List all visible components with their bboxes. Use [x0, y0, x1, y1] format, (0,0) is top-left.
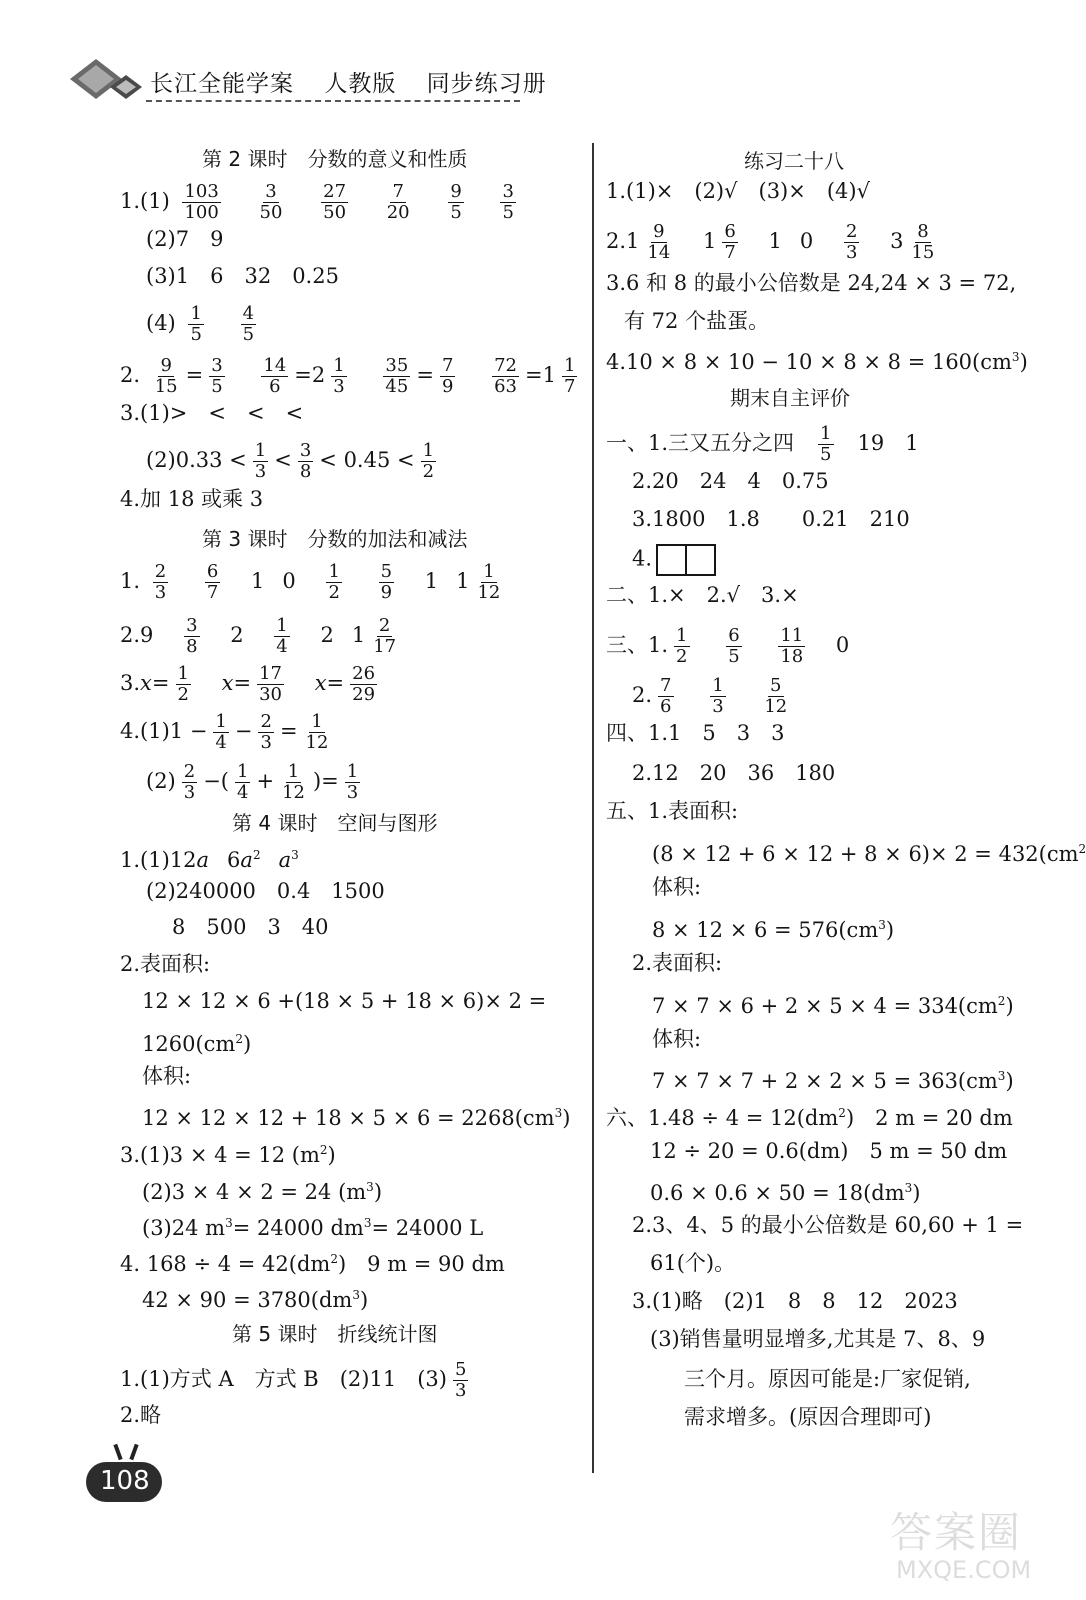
answer-line: 1.(1)× (2)√ (3)× (4)√	[606, 179, 870, 203]
answer-line: 3.(1)略 (2)1 8 8 12 2023	[632, 1289, 958, 1313]
fraction: $\frac{1}{2}$	[676, 625, 688, 667]
answer-line: $7 \times 7 \times 6 + 2 \times 5 \times 4 = 334(cm^2)$	[652, 994, 1014, 1018]
fraction: $\frac{9}{15}$	[154, 355, 178, 397]
answer-line: 4.	[632, 544, 716, 570]
fraction: $\frac{3}{8}$	[299, 440, 312, 482]
answer-line: 二、1.× 2.√ 3.×	[606, 583, 799, 607]
fraction: $\frac{1}{4}$	[276, 615, 288, 657]
answer-line: 五、1.表面积:	[606, 799, 739, 823]
fraction: $\frac{103}{100}$	[184, 181, 219, 223]
answer-line: (2)0.33 < $\frac{1}{3}$ < $\frac{3}{8}$ < 0.45 < $\frac{1}{2}$	[146, 440, 435, 482]
answer-line: 体积:	[652, 875, 702, 899]
header-rule	[146, 100, 520, 102]
answer-line: 3.(1)3 × 4 = 12 $(m^2)$	[120, 1143, 336, 1167]
answer-line: 2.1 $\frac{9}{14}$ 1 $\frac{6}{7}$ 1 0 $\frac{2}{3}$ 3 $\frac{8}{15}$	[606, 221, 935, 263]
answer-line: (2)240000 0.4 1500	[146, 879, 385, 903]
answer-line: 需求增多。(原因合理即可)	[684, 1405, 932, 1429]
answer-line: (3)销售量明显增多,尤其是 7、8、9	[650, 1327, 986, 1351]
answer-line: 8 500 3 40	[172, 915, 329, 939]
section-title: 期末自主评价	[730, 386, 850, 410]
fraction: $\frac{6}{7}$	[206, 561, 219, 603]
fraction: $\frac{1}{12}$	[282, 761, 305, 803]
answer-line: 有 72 个盐蛋。	[624, 309, 770, 333]
answer-line: 体积:	[142, 1064, 192, 1088]
fraction: $\frac{9}{5}$	[450, 181, 462, 223]
answer-line: 4.加 18 或乘 3	[120, 487, 264, 511]
answer-line: 1.(1)12a $6a^2$ $a^3$	[120, 848, 299, 872]
answer-line: $8 \times 12 \times 6 = 576(cm^3)$	[652, 918, 895, 942]
fraction: $\frac{14}{6}$	[263, 355, 287, 397]
answer-line: $12 \times 12 \times 12 + 18 \times 5 \times 6 = 2268(cm^3)$	[142, 1106, 571, 1130]
column-divider	[592, 143, 594, 1473]
page-header	[60, 55, 547, 115]
fraction: $\frac{3}{5}$	[211, 355, 223, 397]
answer-line: (3)24 $m^3= 24000$ $dm^3= 24000$ L	[142, 1216, 484, 1240]
answer-line: 2. $\frac{7}{6}$ $\frac{1}{3}$ $\frac{5}{12}$	[632, 675, 788, 717]
answer-line: 2.略	[120, 1403, 162, 1427]
fraction: $\frac{1}{2}$	[177, 663, 189, 705]
answer-line: $1260(cm^2)$	[142, 1032, 252, 1056]
fraction: $\frac{4}{5}$	[242, 303, 255, 345]
header-edition: 人教版	[324, 71, 397, 97]
answer-line: 六、$1.48 \div 4 = 12(dm^2)$ 2 m = 20 dm	[606, 1106, 1013, 1130]
page-number: 108	[86, 1462, 162, 1502]
answer-line: 4. $168 \div 4 = 42(dm^2)$ 9 m = 90 dm	[120, 1252, 505, 1276]
answer-line: (2)7 9	[146, 227, 224, 251]
answer-line: 2.9 $\frac{3}{8}$ 2 $\frac{1}{4}$ 2 1 $\frac{2}{17}$	[120, 615, 397, 657]
fraction: $\frac{8}{15}$	[911, 221, 935, 263]
answer-line: 三、1. $\frac{1}{2}$ $\frac{6}{5}$ $\frac{11}{18}$ 0	[606, 625, 850, 667]
header-title	[150, 65, 569, 98]
header-series: 长江全能学案	[150, 71, 294, 97]
answer-line: $7 \times 7 \times 7 + 2 \times 2 \times 5 = 363(cm^3)$	[652, 1069, 1014, 1093]
book-logo-icon	[66, 57, 146, 103]
answer-line: 1. $\frac{2}{3}$ $\frac{6}{7}$ 1 0 $\frac{1}{2}$ $\frac{5}{9}$ 1 1 $\frac{1}{12}$	[120, 561, 501, 603]
fraction: $\frac{5}{3}$	[454, 1359, 467, 1401]
answer-line: 3.6 和 8 的最小公倍数是 24,24 × 3 = 72,	[606, 271, 1017, 295]
fraction: $\frac{1}{12}$	[305, 711, 329, 753]
answer-line: $0.6 \times 0.6 \times 50 = 18(dm^3)$	[650, 1181, 921, 1205]
fraction: $\frac{1}{7}$	[563, 355, 576, 397]
answer-line: 2.3、4、5 的最小公倍数是 60,60 + 1 =	[632, 1213, 1024, 1237]
answer-line: $42 \times 90 = 3780(dm^3)$	[142, 1288, 369, 1312]
answer-line: 12 × 12 × 6 +(18 × 5 + 18 × 6)× 2 =	[142, 989, 547, 1013]
answer-line: 四、1.1 5 3 3	[606, 721, 785, 745]
fraction: $\frac{1}{2}$	[328, 561, 340, 603]
answer-line: 1.(1) $\frac{103}{100}$ $\frac{3}{50}$ $\frac{27}{50}$ $\frac{7}{20}$ $\frac{9}{5}$ $\frac{3}{5}$	[120, 181, 514, 223]
fraction: $\frac{1}{3}$	[333, 355, 345, 397]
answer-line: 2.表面积:	[120, 952, 211, 976]
section-title: 第 4 课时 空间与图形	[232, 811, 438, 835]
answer-line: 2.12 20 36 180	[632, 761, 836, 785]
fraction: $\frac{2}{3}$	[154, 561, 167, 603]
fraction: $\frac{3}{50}$	[259, 181, 283, 223]
page-number-badge	[86, 1440, 176, 1520]
fraction: $\frac{35}{45}$	[385, 355, 409, 397]
fraction: $\frac{1}{3}$	[346, 761, 359, 803]
answer-line: 4.(1)1 − $\frac{1}{4}$ − $\frac{2}{3}$ = $\frac{1}{12}$	[120, 711, 329, 753]
watermark-url: MXQE.COM	[896, 1556, 1032, 1584]
fraction: $\frac{6}{5}$	[728, 625, 740, 667]
fraction: $\frac{5}{12}$	[764, 675, 788, 717]
fraction: $\frac{7}{20}$	[386, 181, 410, 223]
watermark	[890, 1500, 1060, 1590]
fraction: $\frac{7}{6}$	[660, 675, 672, 717]
fraction: $\frac{1}{5}$	[190, 303, 202, 345]
answer-line: 2.20 24 4 0.75	[632, 469, 829, 493]
answer-line: (2)3 × 4 × 2 = 24 $(m^3)$	[142, 1180, 383, 1204]
answer-line: (4) $\frac{1}{5}$ $\frac{4}{5}$	[146, 303, 255, 345]
answer-line: 3.x= $\frac{1}{2}$ x= $\frac{17}{30}$ x= $\frac{26}{29}$	[120, 663, 376, 705]
fraction: $\frac{2}{3}$	[845, 221, 858, 263]
answer-line: 12 ÷ 20 = 0.6(dm) 5 m = 50 dm	[650, 1139, 1008, 1163]
fraction: $\frac{3}{8}$	[186, 615, 198, 657]
fraction: $\frac{1}{4}$	[215, 711, 227, 753]
fraction: $\frac{26}{29}$	[352, 663, 376, 705]
fraction: $\frac{72}{63}$	[494, 355, 517, 397]
section-title: 第 2 课时 分数的意义和性质	[202, 147, 468, 171]
fraction: $\frac{1}{2}$	[422, 440, 435, 482]
watermark-logo: 答案圈	[890, 1508, 1023, 1557]
answer-line: (3)1 6 32 0.25	[146, 264, 339, 288]
answer-line: 61(个)。	[650, 1251, 736, 1275]
fraction: $\frac{2}{3}$	[260, 711, 272, 753]
fraction: $\frac{17}{30}$	[259, 663, 282, 705]
fraction: $\frac{2}{17}$	[373, 615, 397, 657]
fraction: $\frac{3}{5}$	[502, 181, 514, 223]
answer-line: (2) $\frac{2}{3}$ −( $\frac{1}{4}$ + $\frac{1}{12}$ )= $\frac{1}{3}$	[146, 761, 359, 803]
fraction: $\frac{11}{18}$	[780, 625, 804, 667]
section-title: 第 3 课时 分数的加法和减法	[202, 527, 468, 551]
fraction: $\frac{1}{3}$	[712, 675, 724, 717]
fraction: $\frac{6}{7}$	[724, 221, 736, 263]
fraction: $\frac{1}{12}$	[477, 561, 501, 603]
fraction: $\frac{7}{9}$	[441, 355, 454, 397]
header-book: 同步练习册	[426, 71, 547, 97]
fraction: $\frac{9}{14}$	[647, 221, 671, 263]
answer-line: 2. $\frac{9}{15}$ = $\frac{3}{5}$ $\frac{14}{6}$ =2 $\frac{1}{3}$ $\frac{35}{45}$ = $\frac{7}{9}$ $\frac{72}{63}$ =1 $\frac{1}{7}$	[120, 355, 576, 397]
answer-line: 2.表面积:	[632, 951, 723, 975]
fraction: $\frac{1}{4}$	[237, 761, 249, 803]
answer-line: 3.1800 1.8 0.21 210	[632, 507, 910, 531]
fraction: $\frac{27}{50}$	[323, 181, 347, 223]
section-title: 第 5 课时 折线统计图	[232, 1322, 438, 1346]
fraction: $\frac{2}{3}$	[183, 761, 196, 803]
answer-line: $4.10 \times 8 \times 10 - 10 \times 8 \times 8 = 160(cm^3)$	[606, 350, 1028, 374]
fraction: $\frac{5}{9}$	[380, 561, 393, 603]
two-boxes-icon	[656, 544, 716, 576]
answer-line: $(8 \times 12 + 6 \times 12 + 8 \times 6)\times 2 = 432(cm^2$	[652, 842, 1086, 866]
answer-line: 1.(1)方式 A 方式 B (2)11 (3) $\frac{5}{3}$	[120, 1359, 467, 1401]
answer-line: 三个月。原因可能是:厂家促销,	[684, 1367, 971, 1391]
section-title: 练习二十八	[744, 149, 844, 173]
answer-line: 一、1.三又五分之四 $\frac{1}{5}$ 19 1	[606, 423, 919, 465]
answer-line: 体积:	[652, 1027, 702, 1051]
answer-line: 3.(1)> < < <	[120, 401, 304, 425]
fraction: $\frac{1}{5}$	[820, 423, 832, 465]
fraction: $\frac{1}{3}$	[254, 440, 267, 482]
